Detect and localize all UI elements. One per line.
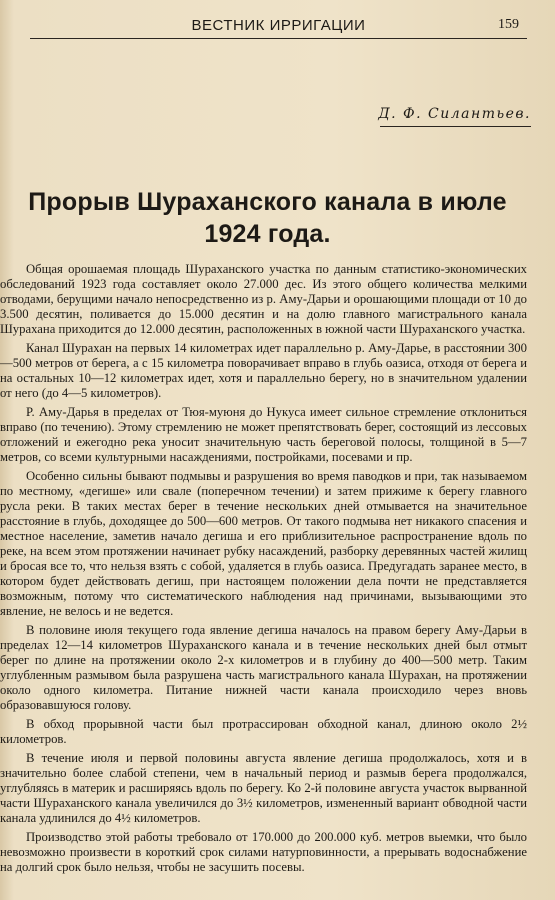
- paragraph-7: В течение июля и первой половины августа явление дегиша продолжалось, хотя и в значительно более слабой степени, чем в начальный период и размыв берега продолжался, углубляясь в материк и расширяясь вдоль по берегу. Ко 2-й половине августа участок вырванной части Шураханского канала увеличился до 3½ километров, измененный вариант обводной части канала удлинился до 4½ километров.: [0, 751, 527, 825]
- article-title: Прорыв Шураханского канала в июле 1924 года.: [28, 188, 507, 248]
- page-number: 159: [498, 17, 519, 32]
- paragraph-1: Общая орошаемая площадь Шураханского участка по данным статистико-экономических обследований 1923 года составляет около 27.000 дес. Из этого общего количества мелкими отводами, берущими начало непосредственно из р. Аму-Дарьи и орошающими площади от 10 до 3.500 десятин, поливается до 15.000 десятин и на долю главного магистрального канала Шурахана приходится до 12.000 десятин, расположенных в южной части Шураханского участка.: [0, 262, 527, 336]
- paragraph-4: Особенно сильны бывают подмывы и разрушения во время паводков и при, так называемом по местному, «дегише» или свале (поперечном течении) и затем прижиме к берегу главного русла реки. В таких местах берег в течение нескольких дней отмывается на значительное расстояние в глубь, доходящее до 500—600 метров. От такого подмыва нет никакого спасения и местное население, заметив начало дегиша и его приблизительное распространение вдоль по реке, на всем этом протяжении начинает рубку насаждений, разборку деревянных частей жилищ и бросая все то, что нельзя взять с собой, удаляется в глубь оазиса. Предугадать заранее место, в котором будет действовать дегиш, при настоящем положении дела почти не представляется возможным, потому что систематического наблюдения над причинами, вызывающими это явление, не велось и не ведется.: [0, 469, 527, 618]
- journal-title: ВЕСТНИК ИРРИГАЦИИ: [191, 17, 366, 34]
- author-name: Д. Ф. Силантьев.: [378, 106, 531, 122]
- paragraph-8: Производство этой работы требовало от 170.000 до 200.000 куб. метров выемки, что было невозможно произвести в короткий срок силами натурповинности, а прерывать водоснабжение на долгий срок было нельзя, чтобы не засушить посевы.: [0, 830, 527, 874]
- author-line: [380, 104, 531, 127]
- paragraph-5: В половине июля текущего года явление дегиша началось на правом берегу Аму-Дарьи в пределах 12—14 километров Шураханского канала и в течение нескольких дней был отмыт берег по длине на протяжении около 2-х километров и в глубину до 400—500 метр. Таким углубленным размывом была разрушена часть магистрального канала Шурахан, на протяжении около одного километра. Питание нижней части канала происходило через вновь образовавшуюся голову.: [0, 623, 527, 712]
- page-header: [30, 14, 527, 39]
- article-body: [0, 262, 527, 879]
- paragraph-3: Р. Аму-Дарья в пределах от Тюя-муюня до Нукуса имеет сильное стремление отклониться вправо (по течению). Этому стремлению не может препятствовать берег, состоящий из лессовых отложений и ежегодно река уносит значительную часть береговой полосы, толщиной в 5—7 метров, со всеми культурными насаждениями, постройками, посевами и пр.: [0, 405, 527, 464]
- paragraph-2: Канал Шурахан на первых 14 километрах идет параллельно р. Аму-Дарье, в расстоянии 300—500 метров от берега, а с 15 километра поворачивает вправо в глубь оазиса, отходя от берега и на остальных 10—12 километрах идет, хотя и параллельно берегу, но в значительном удалении от него (до 4—5 километров).: [0, 341, 527, 400]
- paragraph-6: В обход прорывной части был протрассирован обходной канал, длиною около 2½ километров.: [0, 717, 527, 746]
